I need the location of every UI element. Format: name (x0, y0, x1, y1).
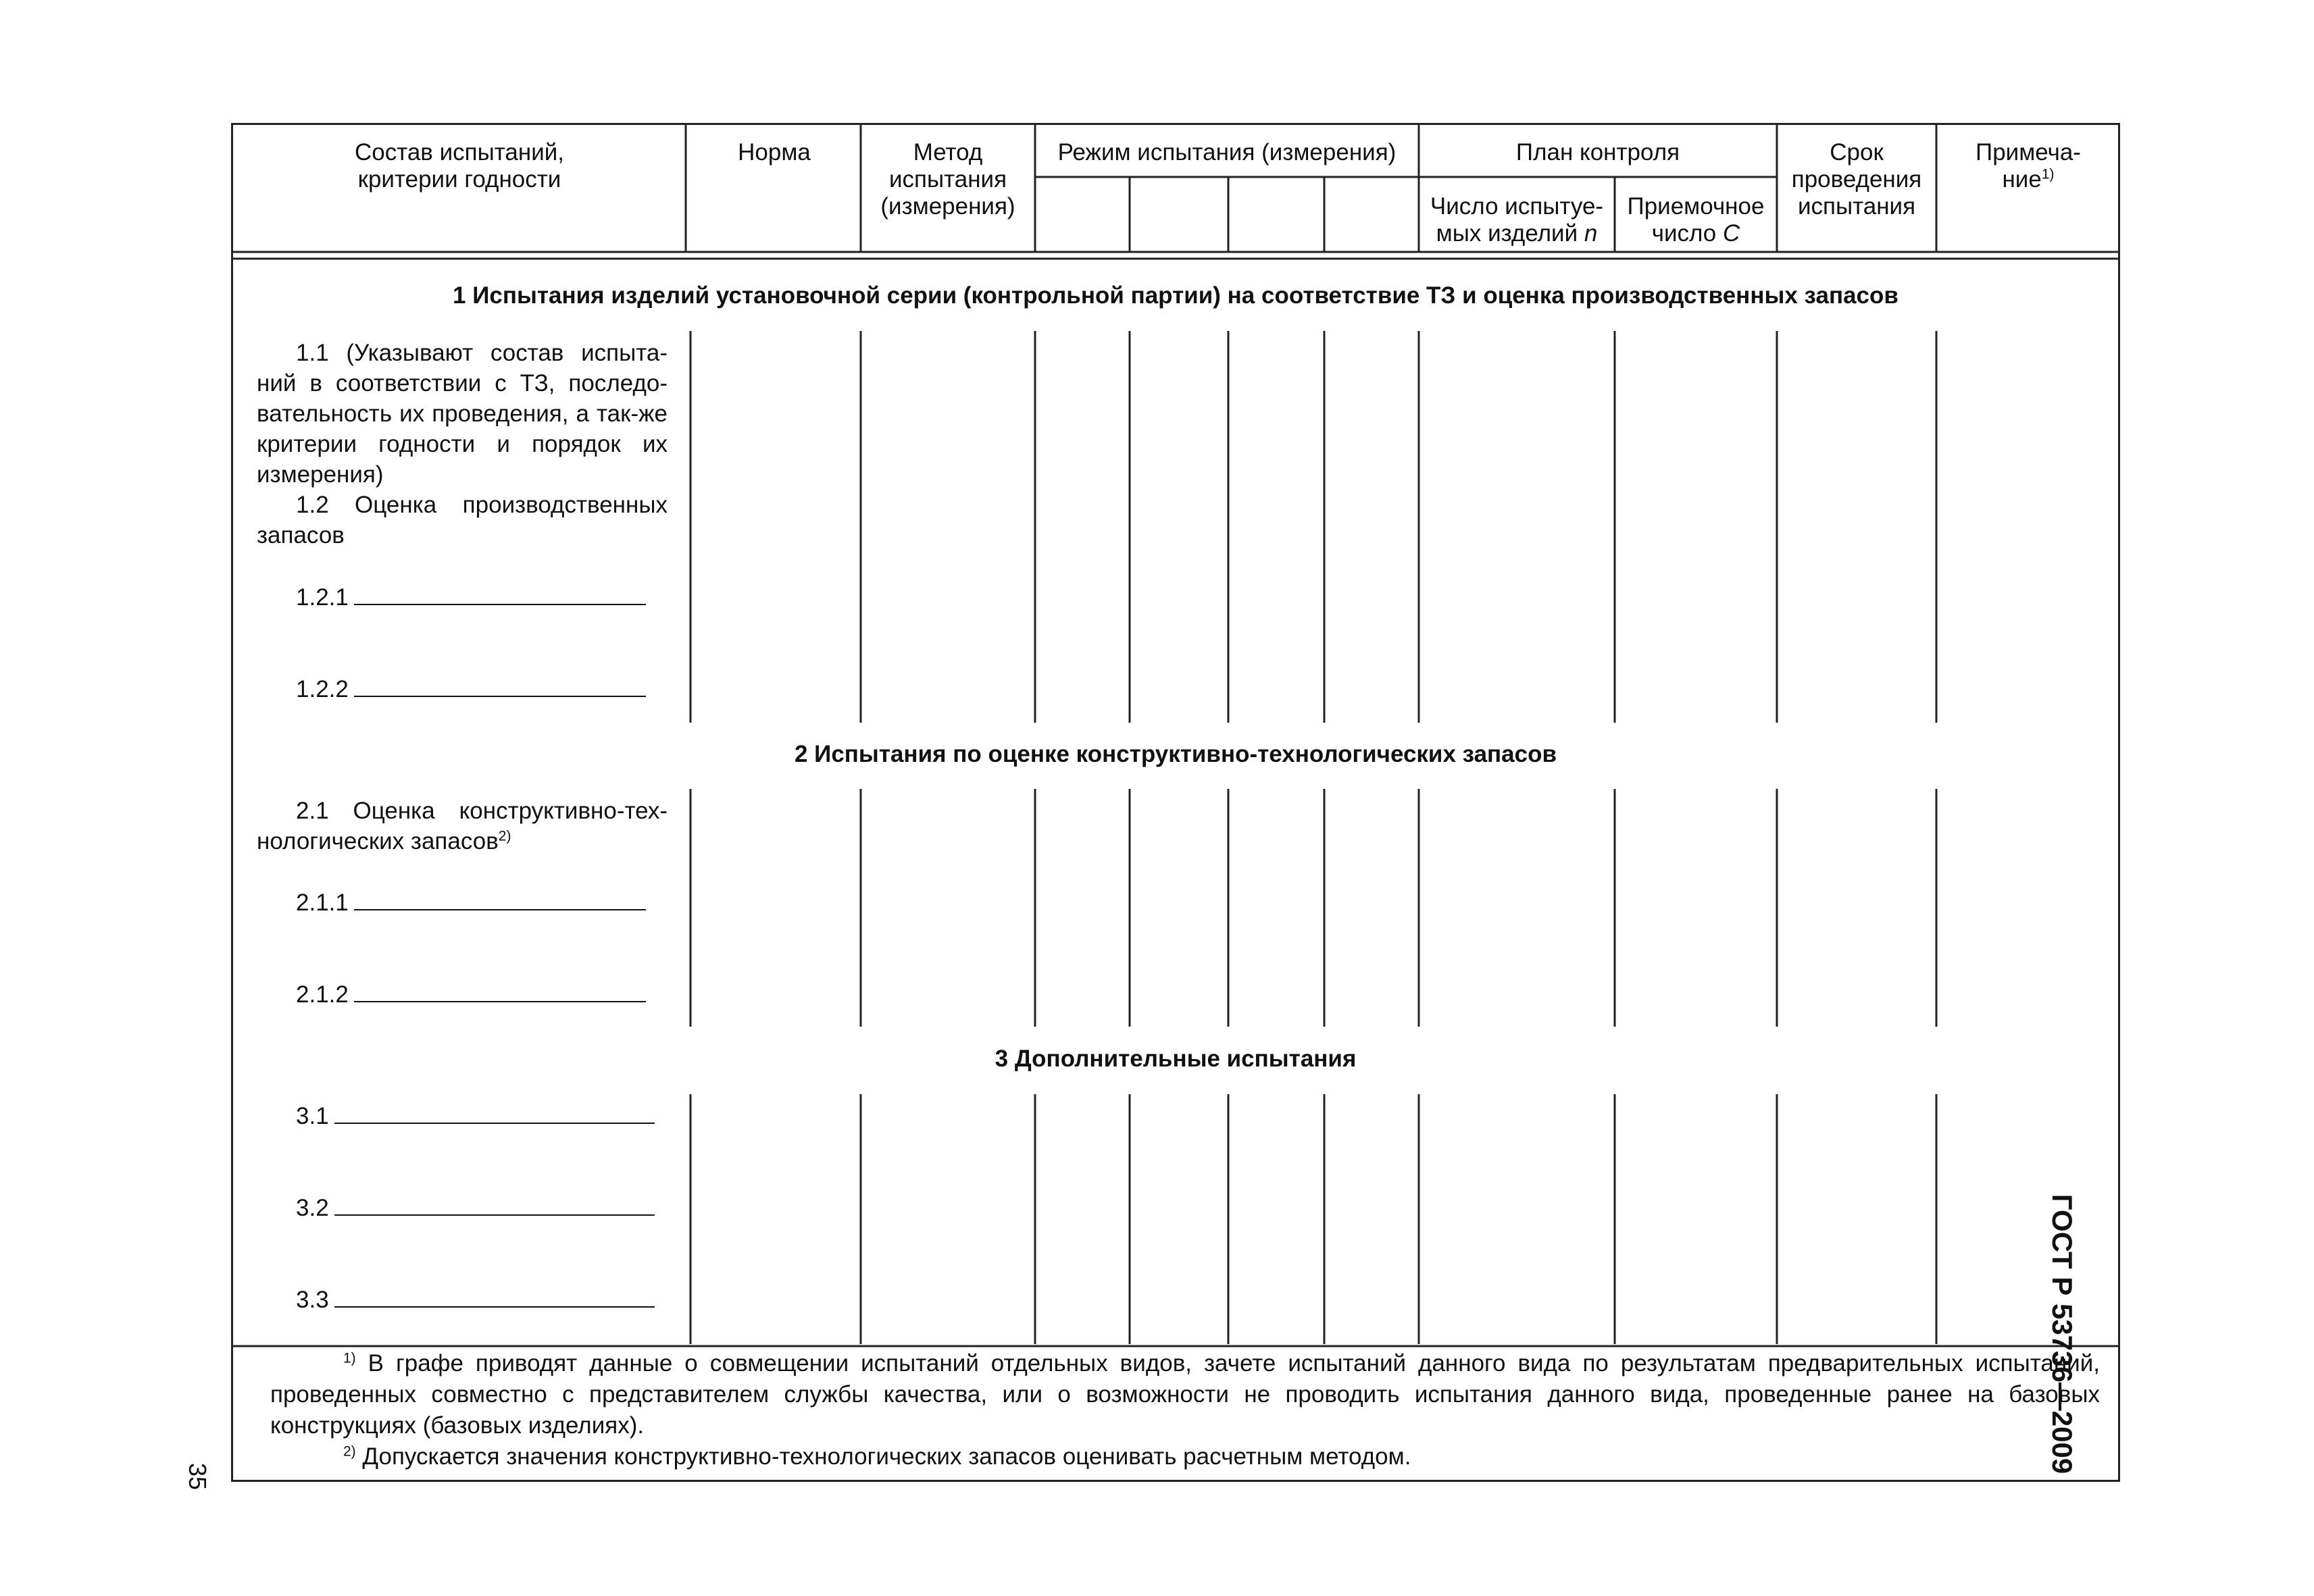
item-2-1-2: 2.1.2 (296, 979, 646, 1010)
item-1-1: 1.1 (Указывают состав испыта-ний в соответствии с ТЗ, последо-вательность их проведения, а так-же критерии годности и порядок их измерения) (257, 340, 668, 488)
header-group-mode: Режим испытания (измерения) (1057, 139, 1397, 165)
section-3-title: 3 Дополнительные испытания (995, 1046, 1357, 1072)
item-3-1: 3.1 (296, 1101, 655, 1131)
header-col-norm: Норма (738, 139, 811, 165)
header-col-composition: Состав испытаний, критерии годности (354, 139, 565, 192)
footnote-2: $^{2)}$ Допускается значения конструктивно-технологических запасов оценивать расчетным методом. (343, 1443, 1411, 1470)
item-3-2: 3.2 (296, 1193, 655, 1223)
header-col-term: Срок проведения испытания (1791, 139, 1922, 220)
section-1-title: 1 Испытания изделий установочной серии (контрольной партии) на соответствие ТЗ и оценка производственных запасов (453, 282, 1898, 309)
item-1-2-1: 1.2.1 (296, 582, 646, 613)
footnote-1: $^{1)}$ В графе приводят данные о совмещении испытаний отдельных видов, зачете испытаний данного вида по результатам предварительных испытаний, проведенных совместно с представителем службы качества, или о возможности не проводить испытания данного вида, проведенные ранее на базовых конструкциях (базовых изделиях). (270, 1350, 2100, 1439)
document-code: ГОСТ Р 53736—2009 (2046, 1193, 2078, 1474)
header-group-plan: План контроля (1515, 139, 1680, 165)
item-3-3: 3.3 (296, 1285, 655, 1315)
header-col-note: Примеча- ние$^{1)}$ (1976, 139, 2081, 192)
page-number: 35 (184, 1462, 212, 1491)
item-2-1-1: 2.1.1 (296, 887, 646, 918)
header-col-sample-size: Число испытуе- мых изделий n (1430, 193, 1604, 247)
item-2-1: 2.1 Оценка конструктивно-тех-нологических запасов$^{2)}$ (257, 798, 668, 854)
header-col-method: Метод испытания (измерения) (880, 139, 1015, 220)
header-col-acceptance-number: Приемочное число C (1627, 193, 1765, 247)
item-1-2: 1.2 Оценка производственных запасов (257, 492, 668, 548)
section-2-title: 2 Испытания по оценке конструктивно-технологических запасов (794, 741, 1557, 767)
item-1-2-2: 1.2.2 (296, 674, 646, 704)
